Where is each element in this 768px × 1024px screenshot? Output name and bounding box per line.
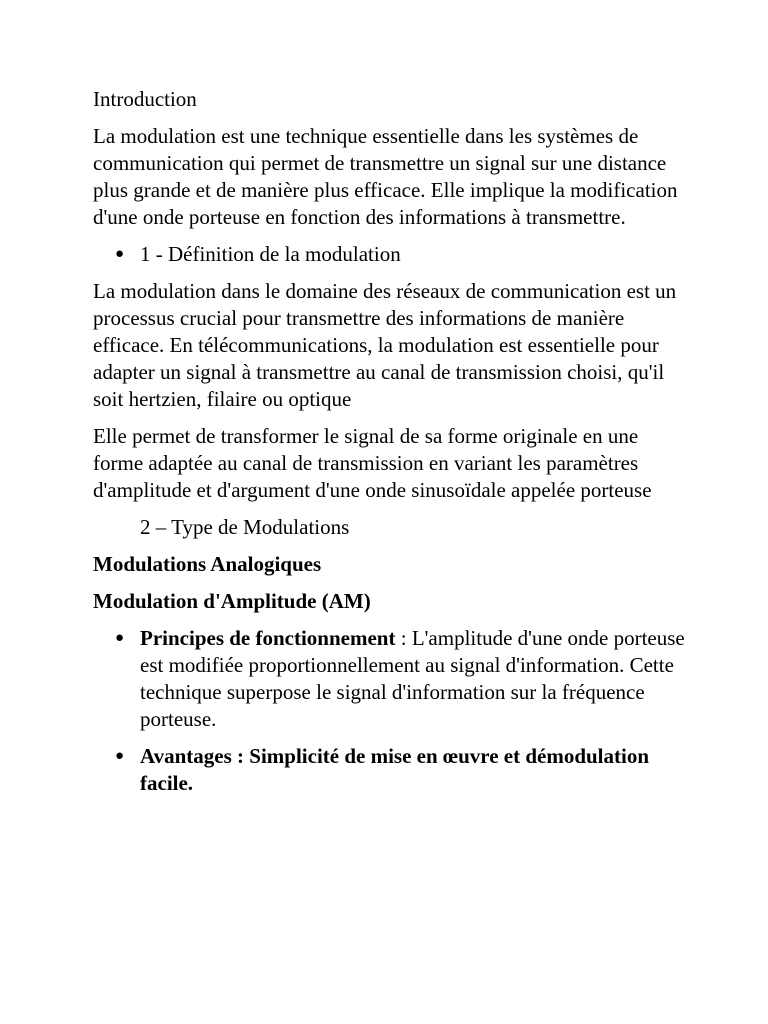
bullet-icon: ● bbox=[115, 630, 125, 646]
intro-paragraph: La modulation est une technique essentielle dans les systèmes de communication qui permet de transmettre un signal sur une distance plus grande et de manière plus efficace. Elle implique la modification d'une onde porteuse en fonction des informations à transmettre. bbox=[93, 124, 678, 229]
am-heading: Modulation d'Amplitude (AM) bbox=[93, 589, 371, 613]
definition-paragraph-1: La modulation dans le domaine des réseaux de communication est un processus crucial pour transmettre des informations de manière efficace. En télécommunications, la modulation est essentielle pour adapter un signal à transmettre au canal de transmission choisi, qu'il soit hertzien, filaire ou optique bbox=[93, 279, 677, 411]
list-item bbox=[93, 241, 693, 268]
document-page bbox=[93, 86, 693, 807]
list-item bbox=[93, 743, 693, 797]
intro-heading: Introduction bbox=[93, 87, 197, 111]
list-item bbox=[93, 625, 693, 733]
bullet-label: Principes de fonctionnement bbox=[140, 626, 396, 650]
bullet-text: : L'amplitude d'une onde porteuse est modifiée proportionnellement au signal d'information. Cette technique superpose le signal d'information sur la fréquence porteuse. bbox=[140, 626, 685, 731]
analog-heading: Modulations Analogiques bbox=[93, 552, 322, 576]
section-2-heading: 2 – Type de Modulations bbox=[140, 515, 350, 539]
definition-paragraph-2: Elle permet de transformer le signal de sa forme originale en une forme adaptée au canal de transmission en variant les paramètres d'amplitude et d'argument d'une onde sinusoïdale appelée porteuse bbox=[93, 424, 652, 502]
bullet-icon: ● bbox=[115, 748, 125, 764]
bullet-icon: ● bbox=[115, 246, 125, 262]
definition-heading: 1 - Définition de la modulation bbox=[140, 242, 401, 266]
bullet-label: Avantages : Simplicité de mise en œuvre et démodulation facile. bbox=[140, 744, 650, 795]
